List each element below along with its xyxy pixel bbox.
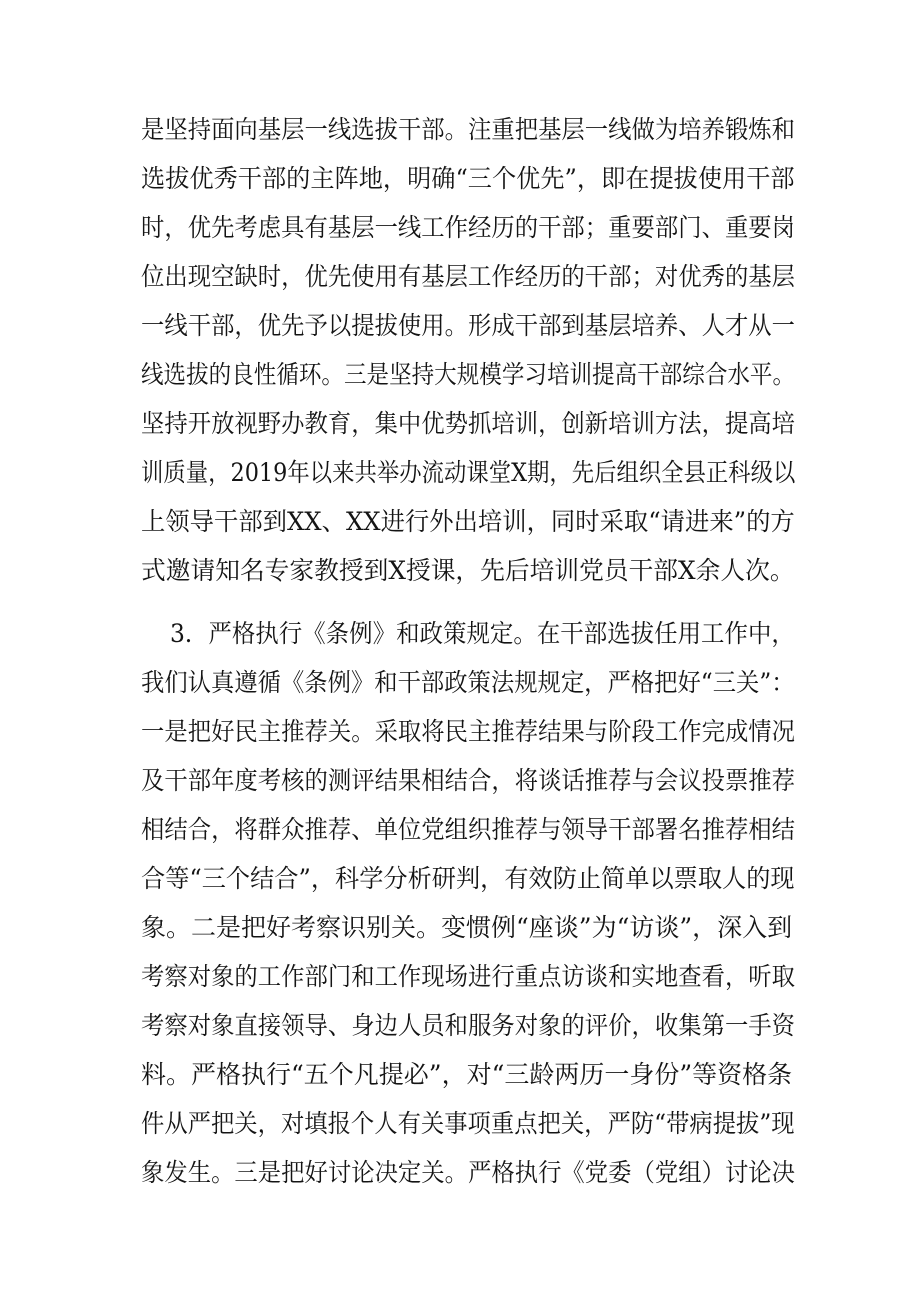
- paragraph-2-line-1: 3．严格执行《条例》和政策规定。在干部选拔任用工作中，: [170, 619, 795, 648]
- paragraph-2-line-9: 考察对象直接领导、身边人员和服务对象的评价，收集第一手资: [141, 1011, 796, 1040]
- paragraph-2-line-10: 料。严格执行“五个凡提必”，对“三龄两历一身份”等资格条: [141, 1060, 793, 1089]
- paragraph-2-line-12: 象发生。三是把好讨论决定关。严格执行《党委（党组）讨论决: [141, 1158, 796, 1187]
- paragraph-1-line-8: 训质量，2019年以来共举办流动课堂X期，先后组织全县正科级以: [141, 458, 796, 487]
- paragraph-2-line-5: 相结合，将群众推荐、单位党组织推荐与领导干部署名推荐相结: [141, 815, 796, 844]
- paragraph-2-line-2: 我们认真遵循《条例》和干部政策法规规定，严格把好“三关”：: [141, 668, 795, 697]
- paragraph-2-line-11: 件从严把关，对填报个人有关事项重点把关，严防“带病提拔”现: [141, 1109, 795, 1138]
- paragraph-1-line-7: 坚持开放视野办教育，集中优势抓培训，创新培训方法，提高培: [141, 409, 796, 438]
- paragraph-2-line-4: 及干部年度考核的测评结果相结合，将谈话推荐与会议投票推荐: [141, 766, 796, 795]
- paragraph-1-line-1: 是坚持面向基层一线选拔干部。注重把基层一线做为培养锻炼和: [141, 115, 796, 144]
- paragraph-2-line-7: 象。二是把好考察识别关。变惯例“座谈”为“访谈”，深入到: [141, 913, 793, 942]
- paragraph-1-line-5: 一线干部，优先予以提拔使用。形成干部到基层培养、人才从一: [141, 311, 796, 340]
- paragraph-1-line-10: 式邀请知名专家教授到X授课，先后培训党员干部X余人次。: [141, 556, 795, 585]
- paragraph-1-line-3: 时，优先考虑具有基层一线工作经历的干部；重要部门、重要岗: [141, 213, 796, 242]
- paragraph-1-line-9: 上领导干部到XX、XX进行外出培训，同时采取“请进来”的方: [141, 507, 795, 536]
- paragraph-2-line-6: 合等“三个结合”，科学分析研判，有效防止简单以票取人的现: [141, 864, 795, 893]
- paragraph-2-line-3: 一是把好民主推荐关。采取将民主推荐结果与阶段工作完成情况: [141, 717, 796, 746]
- paragraph-1-line-2: 选拔优秀干部的主阵地，明确“三个优先”，即在提拔使用干部: [141, 164, 795, 193]
- paragraph-1-line-4: 位出现空缺时，优先使用有基层工作经历的干部；对优秀的基层: [141, 262, 796, 291]
- paragraph-2-line-8: 考察对象的工作部门和工作现场进行重点访谈和实地查看，听取: [141, 962, 796, 991]
- paragraph-1-line-6: 线选拔的良性循环。三是坚持大规模学习培训提高干部综合水平。: [141, 360, 796, 389]
